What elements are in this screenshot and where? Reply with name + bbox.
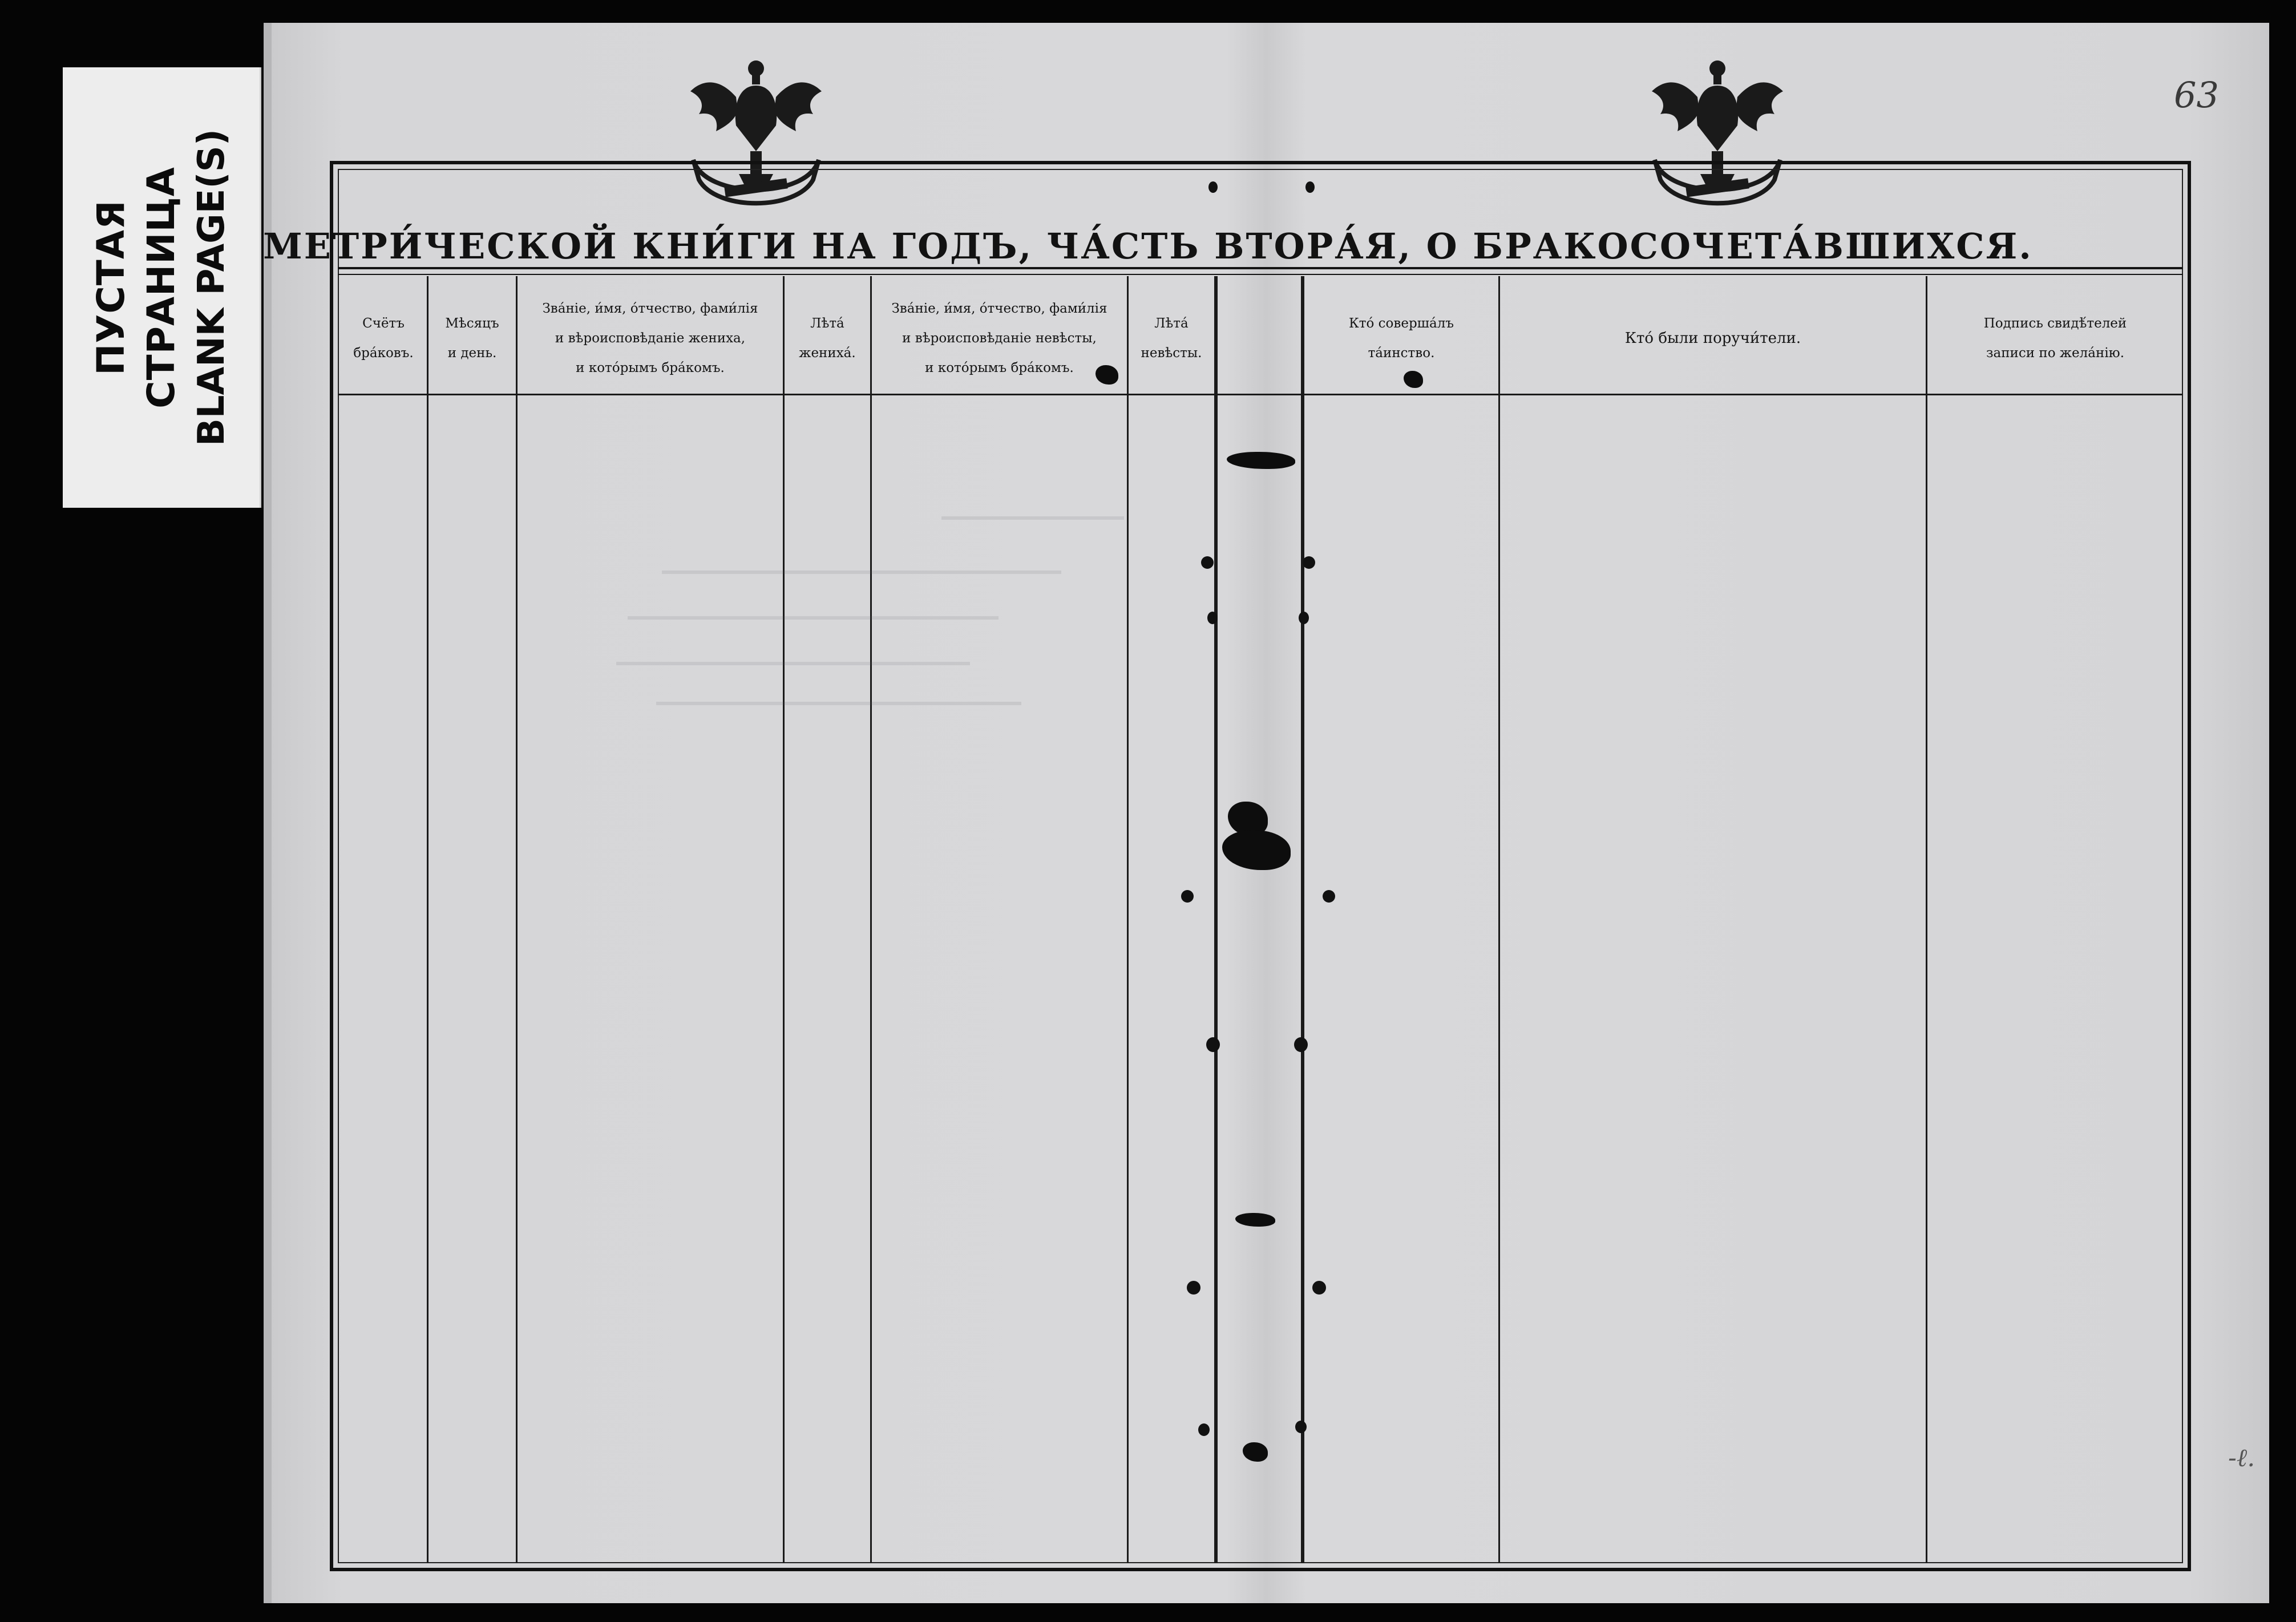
binding-hole — [1305, 181, 1315, 193]
gutter-divider-left — [1214, 276, 1218, 1563]
binding-hole — [1299, 612, 1309, 624]
header-rule — [338, 394, 2183, 395]
bleed-through-mark — [941, 516, 1124, 520]
column-header-groom-age: Лѣта́ жениха́. — [799, 315, 856, 361]
bleed-through-mark — [662, 571, 1061, 574]
column-header-witness-signatures: Подпись свидѣ́телей записи по жела́нію. — [1983, 315, 2127, 361]
binding-hole — [1181, 890, 1194, 903]
blank-page-label-ru: ПУСТАЯ СТРАНИЦА — [88, 167, 183, 408]
register-title: МЕТРИ́ЧЕСКОЙ КНИ́ГИ НА ГОДЪ, ЧА́СТЬ ВТОРА́Я, О БРАКОСОЧЕТА́ВШИХСЯ. — [263, 225, 2033, 267]
column-divider — [1127, 276, 1129, 1563]
bleed-through-mark — [628, 616, 999, 620]
column-divider — [783, 276, 785, 1563]
title-rule-bottom — [338, 274, 2183, 275]
column-divider — [870, 276, 872, 1563]
binding-hole — [1198, 1423, 1210, 1436]
column-header-bride-age: Лѣта́ невѣсты. — [1141, 315, 1202, 361]
binding-hole — [1207, 612, 1218, 624]
column-divider — [1498, 276, 1500, 1563]
bleed-through-mark — [656, 702, 1021, 705]
column-divider — [1926, 276, 1927, 1563]
binding-hole — [1294, 1037, 1308, 1052]
gutter-divider-right — [1301, 276, 1304, 1563]
binding-hole — [1295, 1421, 1307, 1433]
title-rule-top — [338, 267, 2183, 269]
column-header-month-day: Мѣсяцъ и день. — [445, 315, 499, 361]
column-header-bride: Зва́ніе, и́мя, о́тчество, фами́лія и вѣроисповѣданіе невѣсты, и кото́рымъ бра́комъ. — [891, 301, 1107, 375]
bleed-through-mark — [616, 662, 970, 665]
binding-hole — [1312, 1281, 1326, 1295]
column-header-officiant: Кто́ соверша́лъ та́инство. — [1348, 315, 1454, 361]
binding-hole — [1303, 556, 1315, 569]
column-header-groom: Зва́ніе, и́мя, о́тчество, фами́лія и вѣроисповѣданіе жениха, и кото́рымъ бра́комъ. — [542, 301, 758, 375]
column-divider — [516, 276, 518, 1563]
column-header-marriage-count: Счётъ бра́ковъ. — [353, 315, 414, 361]
binding-hole — [1201, 556, 1214, 569]
binding-hole — [1208, 181, 1218, 193]
binding-hole — [1187, 1281, 1200, 1295]
margin-mark: -ℓ. — [2228, 1443, 2255, 1473]
page-number: 63 — [2174, 74, 2219, 116]
blank-page-label — [63, 67, 261, 508]
column-divider — [427, 276, 429, 1563]
column-header-sponsors: Кто́ были поручи́тели. — [1624, 329, 1801, 347]
binding-hole — [1206, 1037, 1220, 1052]
blank-page-label-en: BLANK PAGE(S) — [190, 129, 233, 446]
binding-hole — [1323, 890, 1335, 903]
